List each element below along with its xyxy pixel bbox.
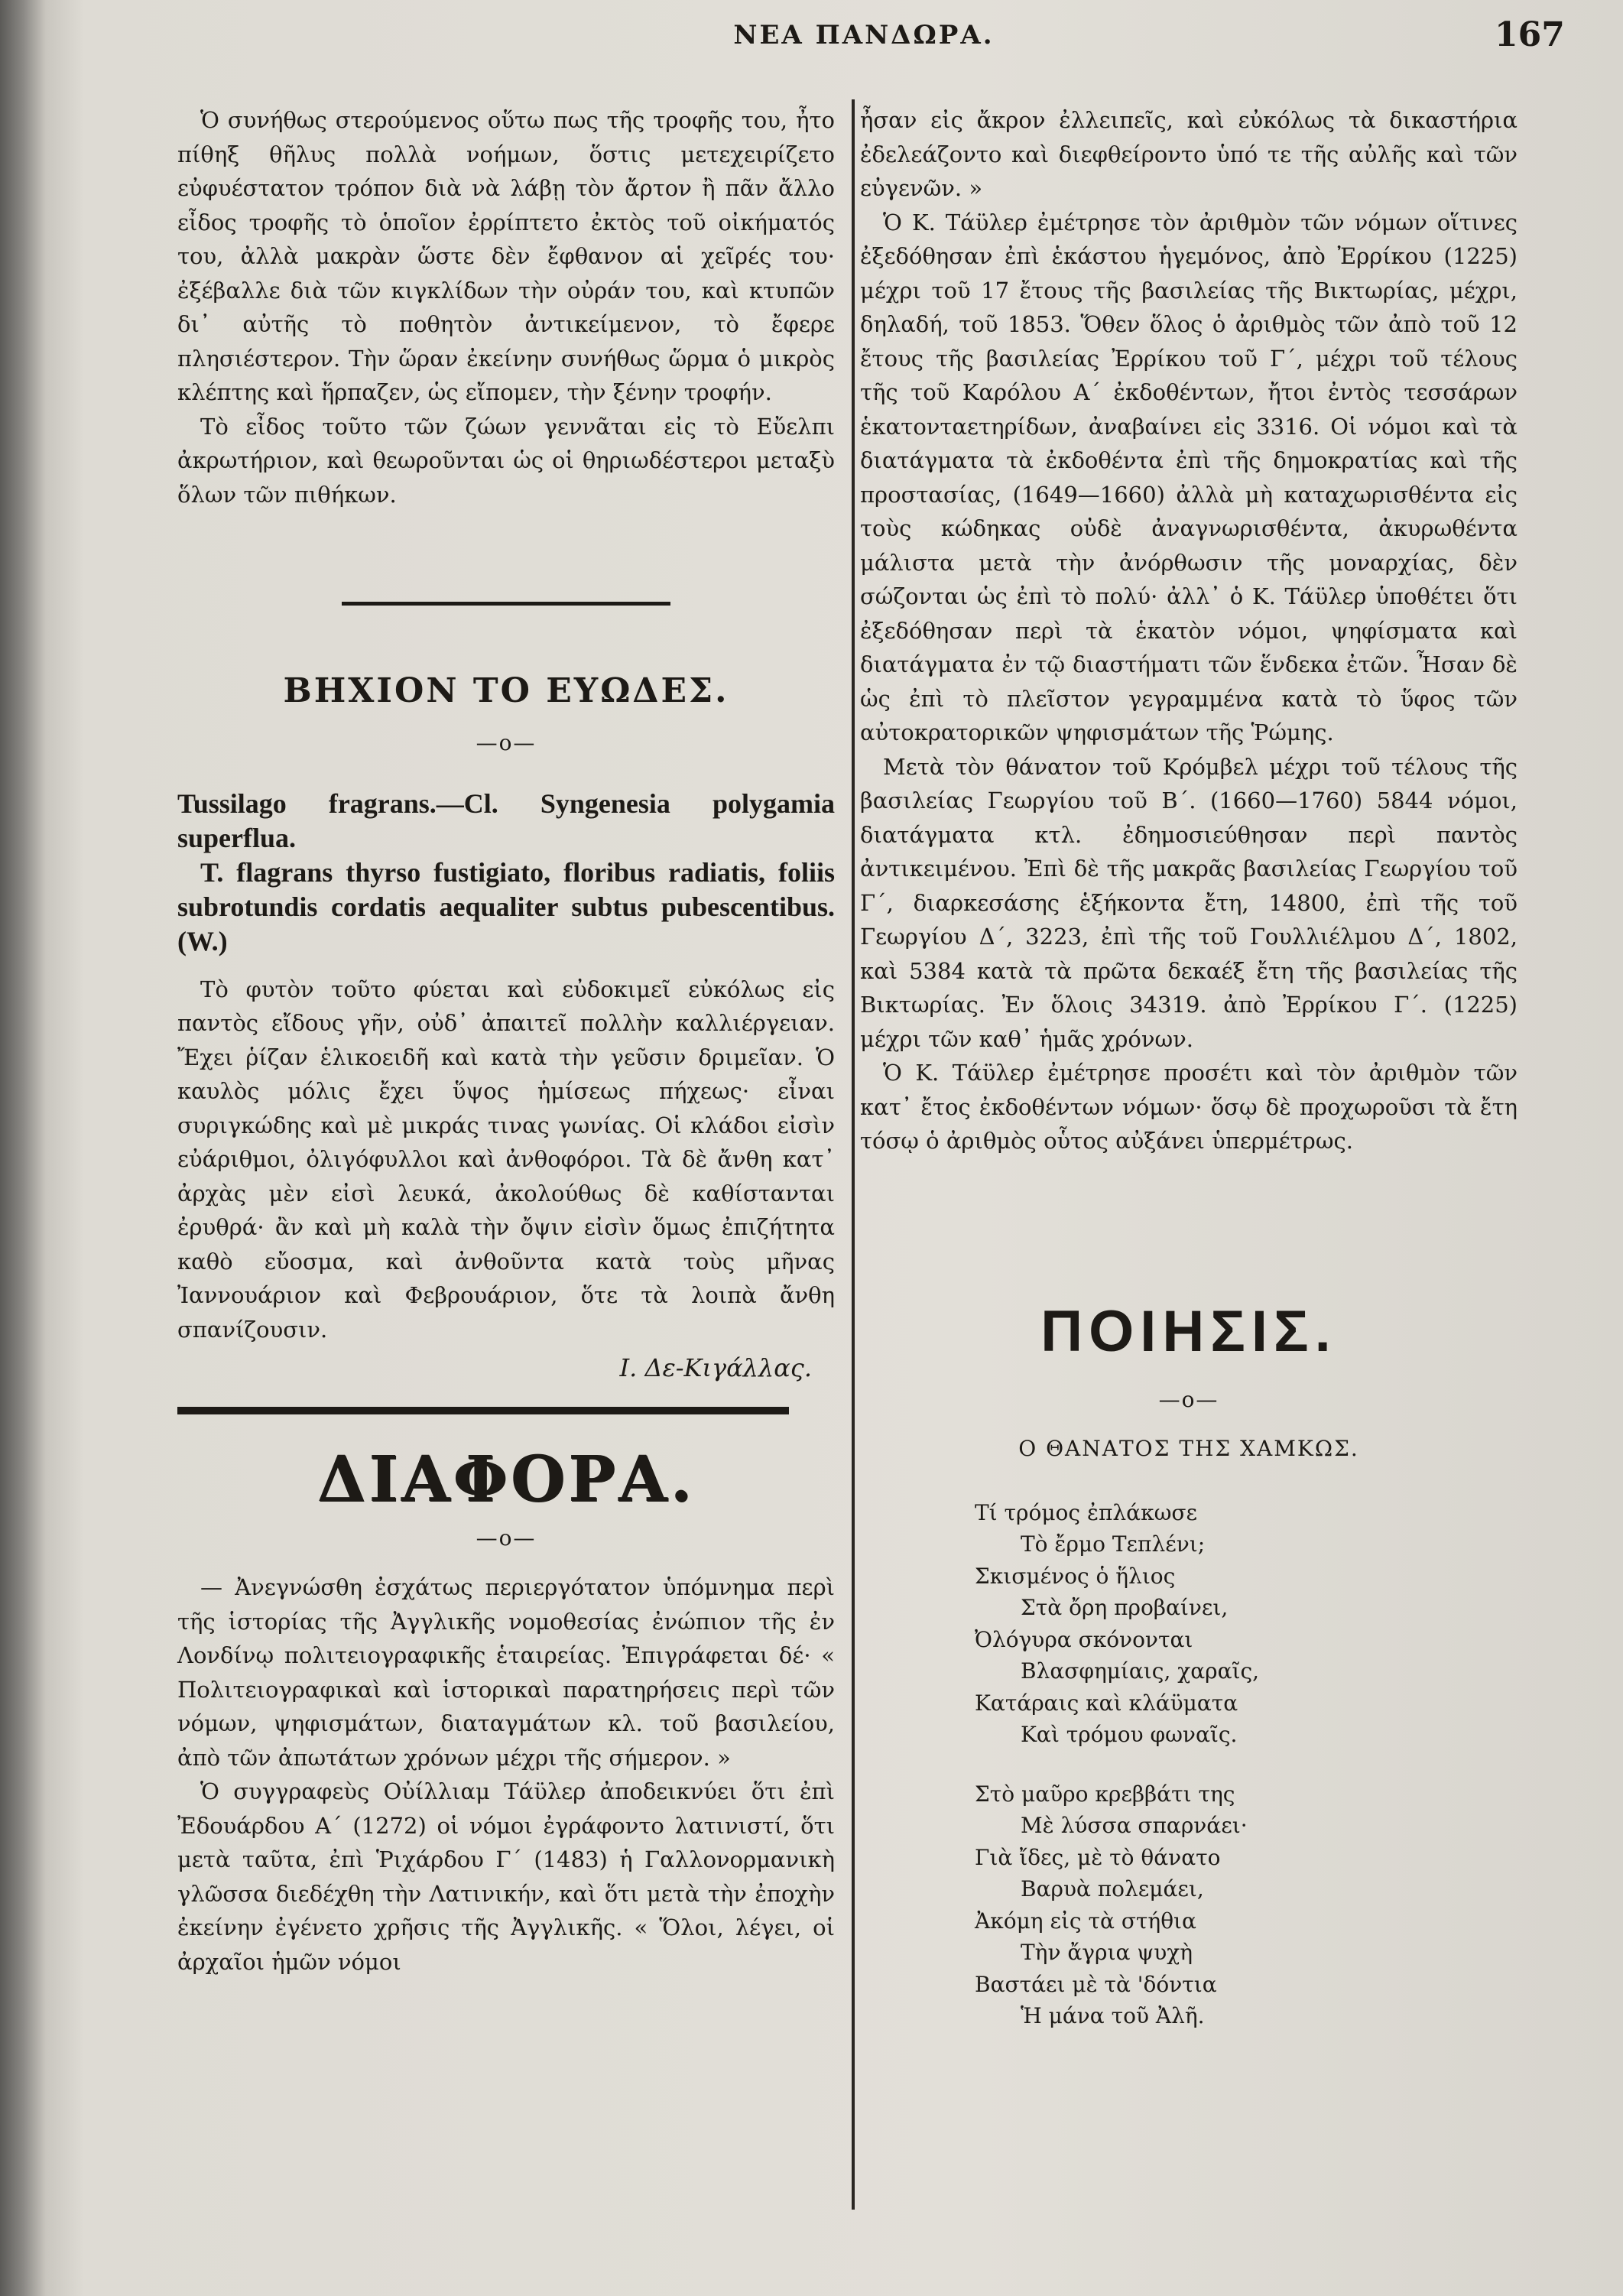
poem-line: Σκισμένος ὁ ἥλιος — [975, 1563, 1176, 1589]
thick-rule — [177, 1407, 789, 1414]
section-rule — [342, 602, 670, 606]
ornament: —o— — [476, 730, 537, 755]
poem-line: Βλασφημίαις, χαραῖς, — [1021, 1658, 1260, 1684]
paragraph-memoir: — Ἀνεγνώσθη ἐσχάτως περιεργότατον ὑπόμνημα περὶ τῆς ἱστορίας τῆς Ἀγγλικῆς νομοθεσίας ἐνώπιον τῆς ἐν Λονδίνῳ πολιτειογραφικῆς ἑταιρείας. Ἐπιγράφεται δέ· « Πολιτειογραφικαὶ καὶ ἱστορικαὶ παρατηρήσεις περὶ τῶν νόμων, ψηφισμάτων, διαταγμάτων κλ. τοῦ βασιλείου, ἀπὸ τῶν ἀπωτάτων χρόνων μέχρι τῆς σήμερον. » — [177, 1574, 835, 1771]
poem-line: Στὸ μαῦρο κρεββάτι της — [975, 1781, 1235, 1807]
poem-line: Τὸ ἔρμο Τεπλένι; — [1021, 1531, 1206, 1557]
paragraph-plant: Τὸ φυτὸν τοῦτο φύεται καὶ εὐδοκιμεῖ εὐκόλως εἰς παντὸς εἴδους γῆν, οὐδ᾽ ἀπαιτεῖ πολλὴν καλλιέργειαν. Ἔχει ῥίζαν ἑλικοειδῆ καὶ κατὰ τὴν γεῦσιν δριμεῖαν. Ὁ καυλὸς μόλις ἔχει ὕψος ἡμίσεως πήχεως· εἶναι συριγκώδης καὶ μὲ μικράς τινας γωνίας. Οἱ κλάδοι εἰσὶν εὐάριθμοι, ὀλιγόφυλλοι καὶ ἀνθοφόροι. Τὰ δὲ ἄνθη κατ᾽ ἀρχὰς μὲν εἰσὶ λευκά, ἀκολούθως δὲ καθίστανται ἐρυθρά· ἂν καὶ μὴ καλὰ τὴν ὄψιν εἰσὶν ὅμως ἐπιζήτητα καθὸ εὔοσμα, καὶ ἀνθοῦντα κατὰ τοὺς μῆνας Ἰαννουάριον καὶ Φεβρουάριον, ὅτε τὰ λοιπὰ ἄνθη σπανίζουσιν. — [177, 976, 835, 1343]
ornament: —o— — [1158, 1386, 1219, 1412]
section-heading-bechion: ΒΗΧΙΟΝ ΤΟ ΕΥΩΔΕΣ. — [283, 671, 729, 710]
latin-description: T. flagrans thyrso fustigiato, floribus radiatis, foliis subrotundis cordatis aequaliter subtus pubescentibus. (W.) — [177, 856, 835, 956]
poem-line: Γιὰ ἴδες, μὲ τὸ θάνατο — [975, 1844, 1221, 1870]
poem-line: Βαρυὰ πολεμάει, — [1021, 1876, 1204, 1901]
ornament: —o— — [476, 1525, 537, 1551]
poem-title: Ο ΘΑΝΑΤΟΣ ΤΗΣ ΧΑΜΚΩΣ. — [1018, 1436, 1359, 1461]
author-signature: Ι. Δε-Κιγάλλας. — [619, 1353, 812, 1382]
poem-line: Μὲ λύσσα σπαρνάει· — [1021, 1813, 1248, 1838]
paragraph-law-count: Ὁ Κ. Τάϋλερ ἐμέτρησε τὸν ἀριθμὸν τῶν νόμων οἵτινες ἐξεδόθησαν ἐπὶ ἑκάστου ἡγεμόνος, ἀπὸ Ἐρρίκου (1225) μέχρι τοῦ 17 ἔτους τῆς βασιλείας τῆς Βικτωρίας, μέχρι, δηλαδή, τοῦ 1853. Ὅθεν ὅλος ὁ ἀριθμὸς τῶν ἀπὸ τοῦ 12 ἔτους τῆς βασιλείας Ἐρρίκου τοῦ Γ´, μέχρι τοῦ τέλους τῆς τοῦ Καρόλου Α´ ἐκδοθέντων, ἤτοι ἐντὸς τεσσάρων ἑκατονταετηρίδων, ἀναβαίνει εἰς 3316. Οἱ νόμοι καὶ τὰ διατάγματα τὰ ἐκδοθέντα ἐπὶ τῆς δημοκρατίας καὶ τῆς προστασίας, (1649—1660) ἀλλὰ μὴ καταχωρισθέντα εἰς τοὺς κώδηκας οὐδὲ ἀναγνωρισθέντα, ἀκυρωθέντα μάλιστα μετὰ τὴν ἀνόρθωσιν τῆς μοναρχίας, δὲν σώζονται ὡς ἐπὶ τὸ πολύ· ἀλλ᾽ ὁ Κ. Τάϋλερ ὑποθέτει ὅτι ἐξεδόθησαν περὶ τὰ ἑκατὸν νόμοι, ψηφίσματα καὶ διατάγματα ἐν τῷ διαστήματι τῶν ἕνδεκα ἐτῶν. Ἦσαν δὲ ὡς ἐπὶ τὸ πλεῖστον γεγραμμένα κατὰ τὸ ὕφος τῶν αὐτοκρατορικῶν ψηφισμάτων τῆς Ῥώμης. — [860, 209, 1518, 745]
poem-stanza-1 — [860, 1497, 1518, 1751]
paragraph-continuation: ἦσαν εἰς ἄκρον ἐλλειπεῖς, καὶ εὐκόλως τὰ δικαστήρια ἐδελεάζοντο καὶ διεφθείροντο ὑπό τε τῆς αὐλῆς καὶ τῶν εὐγενῶν. » — [860, 107, 1518, 201]
poem-stanza-2 — [860, 1778, 1518, 2032]
running-header: ΝΕΑ ΠΑΝΔΩΡΑ. — [733, 20, 995, 50]
section-heading-diaphora: ΔΙΑΦΟΡΑ. — [316, 1442, 696, 1516]
column-divider — [852, 99, 855, 2210]
right-column — [860, 103, 1518, 2032]
poem-line: Ἀκόμη εἰς τὰ στήθια — [975, 1908, 1196, 1934]
poem-line: Τὴν ἄγρια ψυχὴ — [1021, 1940, 1193, 1965]
poem-line: Στὰ ὄρη προβαίνει, — [1021, 1595, 1229, 1620]
paragraph-monkey: Ὁ συνήθως στερούμενος οὕτω πως τῆς τροφῆς του, ἦτο πίθηξ θῆλυς πολλὰ νοήμων, ὅστις μετεχειρίζετο εὐφυέστατον τρόπον διὰ νὰ λάβῃ τὸν ἄρτον ἢ πᾶν ἄλλο εἶδος τροφῆς τὸ ὁποῖον ἐρρίπτετο ἐκτὸς τοῦ οἰκήματός του, ἀλλὰ μακρὰν ὥστε δὲν ἔφθανον αἱ χεῖρές του· ἐξέβαλλε διὰ τῶν κιγκλίδων τὴν οὐράν του, καὶ κτυπῶν δι᾽ αὐτῆς τὸ ποθητὸν ἀντικείμενον, τὸ ἔφερε πλησιέστερον. Τὴν ὥραν ἐκείνην συνήθως ὥρμα ὁ μικρὸς κλέπτης καὶ ἥρπαζεν, ὡς εἴπομεν, τὴν ξένην τροφήν. — [177, 107, 835, 405]
stanza-gap — [860, 1751, 1518, 1778]
paragraph-yearly: Ὁ Κ. Τάϋλερ ἐμέτρησε προσέτι καὶ τὸν ἀριθμὸν τῶν κατ᾽ ἔτος ἐκδοθέντων νόμων· ὅσῳ δὲ προχωροῦσι τὰ ἔτη τόσῳ ὁ ἀριθμὸς οὗτος αὐξάνει ὑπερμέτρως. — [860, 1060, 1518, 1154]
poem-line: Κατάραις καὶ κλάϋματα — [975, 1690, 1238, 1716]
page-number: 167 — [1495, 15, 1565, 54]
paragraph-monkey-origin: Τὸ εἶδος τοῦτο τῶν ζώων γεννᾶται εἰς τὸ Εὔελπι ἀκρωτήριον, καὶ θεωροῦνται ὡς οἱ θηριωδέστεροι μεταξὺ ὅλων τῶν πιθήκων. — [177, 413, 835, 508]
poem-line: Τί τρόμος ἐπλάκωσε — [975, 1499, 1198, 1525]
section-heading-poiesis: ΠΟΙΗΣΙΣ. — [1040, 1298, 1337, 1364]
left-column — [177, 103, 835, 1979]
poem-line: Βαστάει μὲ τὰ 'δόντια — [975, 1971, 1217, 1997]
latin-name: Tussilago fragrans.—Cl. Syngenesia polygamia superflua. — [177, 788, 835, 853]
paragraph-cromwell: Μετὰ τὸν θάνατον τοῦ Κρόμβελ μέχρι τοῦ τέλους τῆς βασιλείας Γεωργίου τοῦ Β´. (1660—1760) 5844 νόμοι, διατάγματα κτλ. ἐδημοσιεύθησαν περὶ παντὸς ἀντικειμένου. Ἐπὶ δὲ τῆς μακρᾶς βασιλείας Γεωργίου τοῦ Γ´, διαρκεσάσης ἑξήκοντα ἔτη, 14800, ἐπὶ τῆς τοῦ Γεωργίου Δ´, 3223, ἐπὶ τῆς τοῦ Γουλλιέλμου Δ´, 1802, καὶ 5384 κατὰ τὰ πρῶτα δεκαέξ ἔτη τῆς βασιλείας τῆς Βικτωρίας. Ἐν ὅλοις 34319. ἀπὸ Ἐρρίκου Γ´. (1225) μέχρι τῶν καθ᾽ ἡμᾶς χρόνων. — [860, 753, 1518, 1052]
poem-line: Ὀλόγυρα σκόνονται — [975, 1626, 1193, 1652]
paragraph-taylor: Ὁ συγγραφεὺς Οὐίλλιαμ Τάϋλερ ἀποδεικνύει ὅτι ἐπὶ Ἐδουάρδου Α´ (1272) οἱ νόμοι ἐγράφοντο λατινιστί, ὅτι μετὰ ταῦτα, ἐπὶ Ῥιχάρδου Γ´ (1483) ἡ Γαλλονορμανικὴ γλῶσσα διεδέχθη τὴν Λατινικήν, καὶ ὅτι μετὰ τὴν ἐποχὴν ἐκείνην ἐγένετο χρῆσις τῆς Ἀγγλικῆς. « Ὅλοι, λέγει, οἱ ἀρχαῖοι ἡμῶν νόμοι — [177, 1778, 835, 1975]
poem-line: Καὶ τρόμου φωναῖς. — [1021, 1722, 1238, 1747]
poem-line: Ἡ μάνα τοῦ Ἀλῆ. — [1021, 2003, 1205, 2028]
